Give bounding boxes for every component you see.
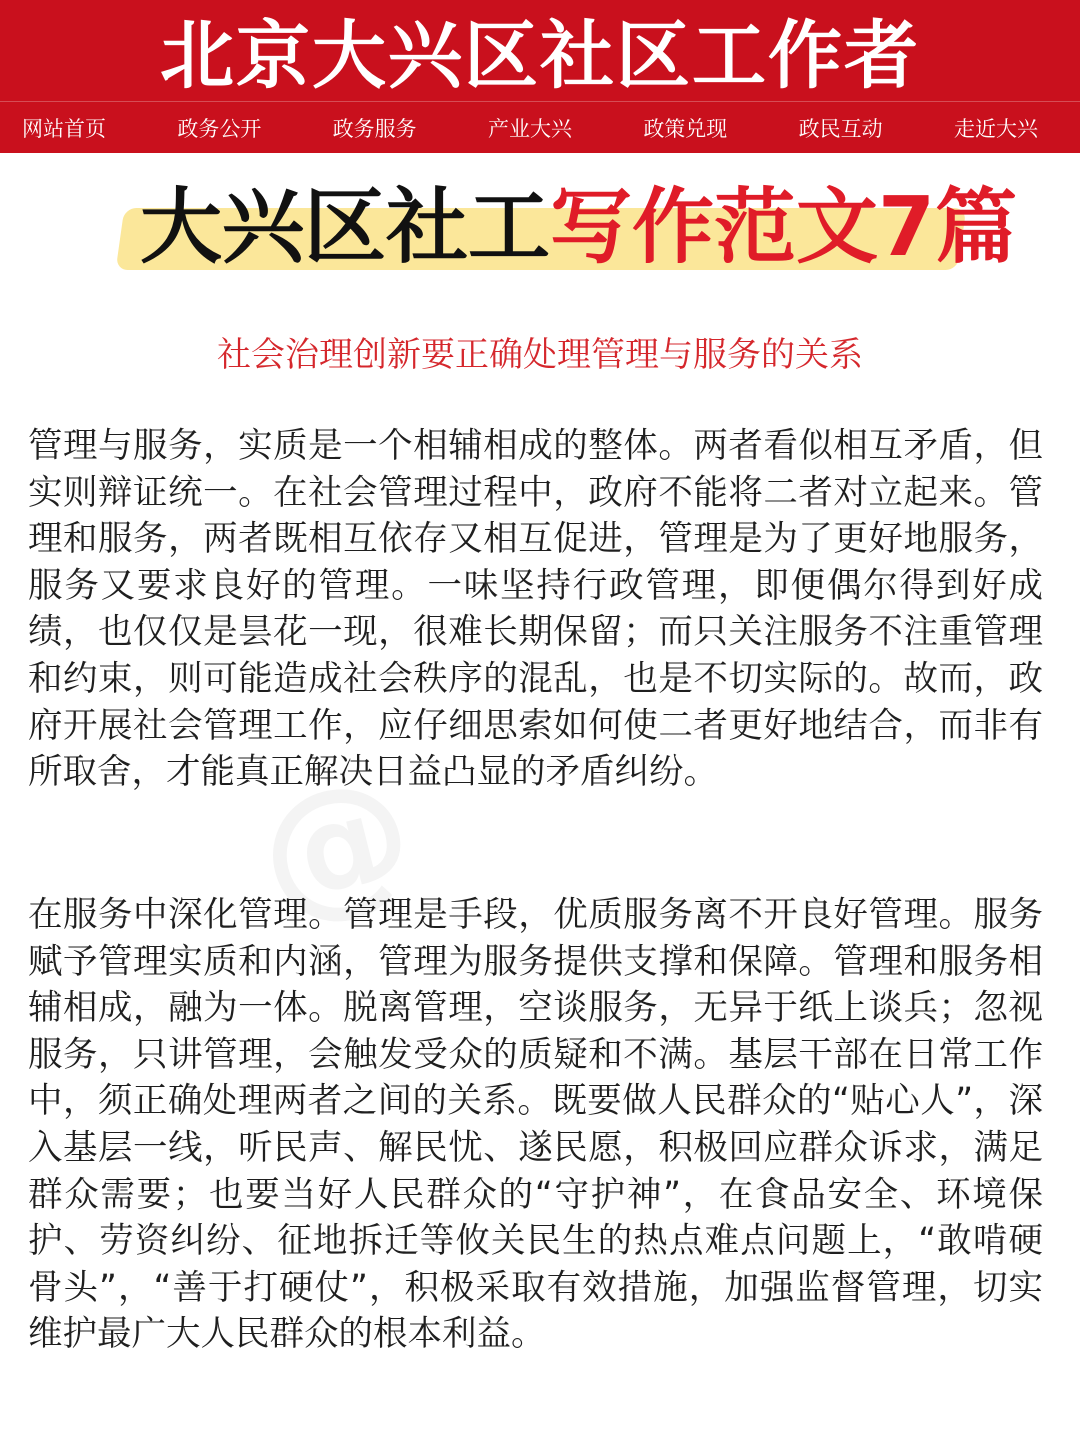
- main-nav: [0, 108, 1080, 150]
- nav-item-home[interactable]: 网站首页: [22, 117, 106, 141]
- headline: [120, 178, 1018, 278]
- article-paragraph: 在服务中深化管理。管理是手段，优质服务离不开良好管理。服务赋予管理实质和内涵，管理为服务提供支撑和保障。管理和服务相辅相成，融为一体。脱离管理，空谈服务，无异于纸上谈兵；忽视服务，只讲管理，会触发受众的质疑和不满。基层干部在日常工作中，须正确处理两者之间的关系。既要做人民群众的“贴心人”，深入基层一线，听民声、解民忧、遂民愿，积极回应群众诉求，满足群众需要；也要当好人民群众的“守护神”，在食品安全、环境保护、劳资纠纷、征地拆迁等攸关民生的热点难点问题上，“敢啃硬骨头”，“善于打硬仗”，积极采取有效措施，加强监督管理，切实维护最广大人民群众的根本利益。: [28, 895, 1043, 1355]
- nav-item-policy[interactable]: 政策兑现: [643, 117, 728, 141]
- site-title: 北京大兴区社区工作者: [160, 13, 920, 99]
- header-banner: [0, 0, 1080, 153]
- nav-item-about[interactable]: 走近大兴: [953, 117, 1038, 141]
- nav-item-government-affairs[interactable]: 政务公开: [177, 117, 262, 141]
- nav-item-interaction[interactable]: 政民互动: [798, 117, 883, 141]
- nav-item-government-services[interactable]: 政务服务: [332, 117, 417, 141]
- nav-divider: [0, 101, 1080, 102]
- headline-black-part: 大兴区社工: [140, 180, 551, 275]
- article-paragraph: 管理与服务，实质是一个相辅相成的整体。两者看似相互矛盾，但实则辩证统一。在社会管理过程中，政府不能将二者对立起来。管理和服务，两者既相互依存又相互促进，管理是为了更好地服务，服务又要求良好的管理。一味坚持行政管理，即便偶尔得到好成绩，也仅仅是昙花一现，很难长期保留；而只关注服务不注重管理和约束，则可能造成社会秩序的混乱，也是不切实际的。故而，政府开展社会管理工作，应仔细思索如何使二者更好地结合，而非有所取舍，才能真正解决日益凸显的矛盾纠纷。: [28, 426, 1043, 793]
- article-subtitle: 社会治理创新要正确处理管理与服务的关系: [217, 335, 863, 375]
- headline-red-part: 写作范文7篇: [550, 180, 1018, 275]
- headline-text: [140, 178, 1018, 278]
- nav-item-industry[interactable]: 产业大兴: [487, 117, 572, 141]
